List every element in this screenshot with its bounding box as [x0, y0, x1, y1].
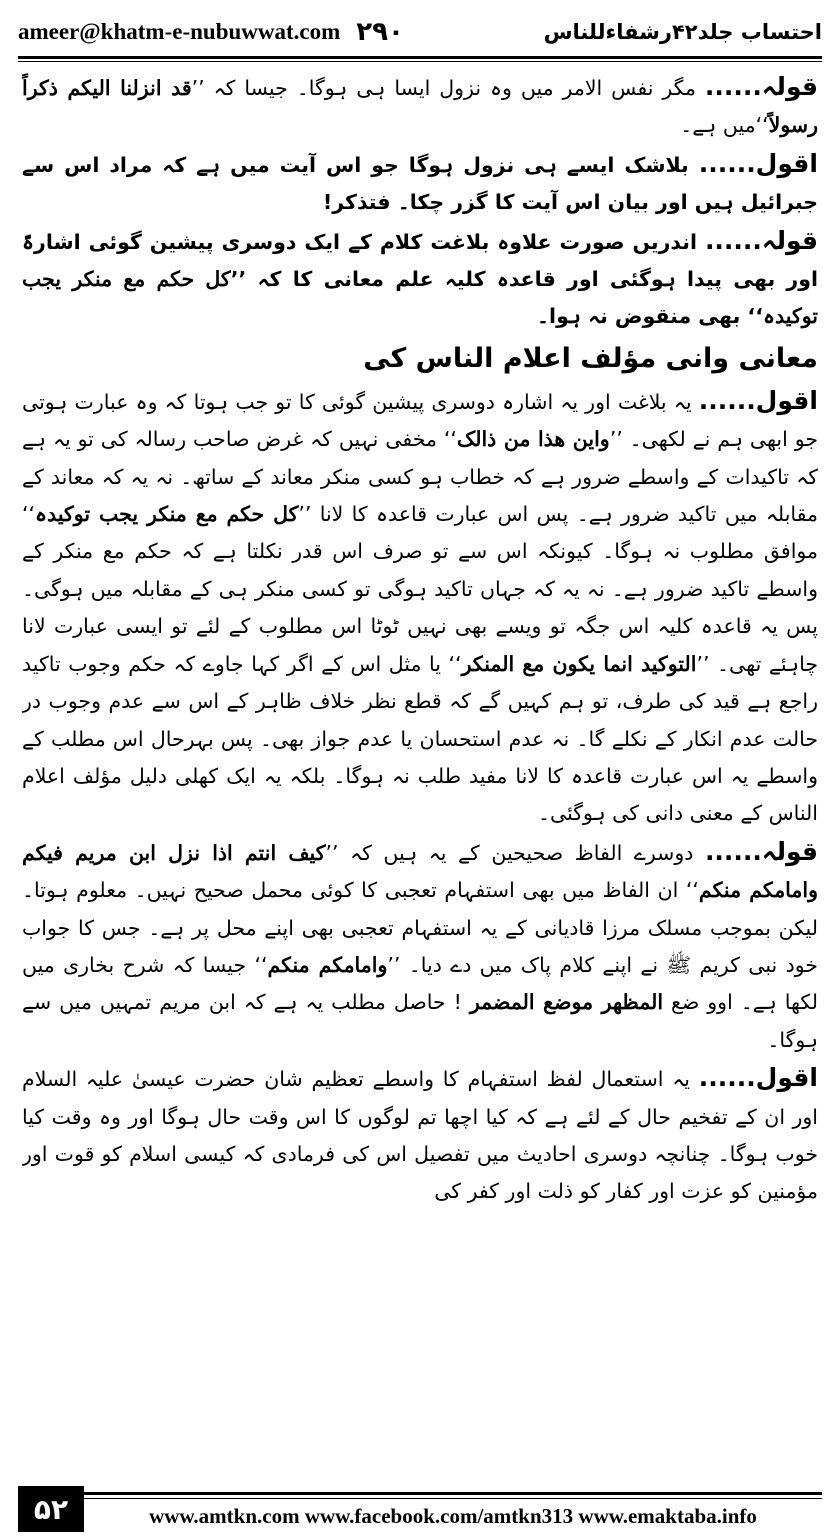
arabic-quote: کیف انتم اذا نزل ابن مریم فیکم وامامکم منکم	[22, 840, 818, 903]
arabic-quote: کل حکم مع منکر یجب توکیدہ	[35, 502, 299, 527]
footer-page-number: ۵۲	[18, 1486, 84, 1532]
paragraph-text: ‘‘ مخفی نہیں کہ غرض صاحب رسالہ کی تو یہ ہے کہ تاکیدات کے واسطے ضرور ہے کہ خطاب ہو کسی منکر معاند کے ساتھ۔ نہ یہ کہ معاند کے مقابلہ میں تاکید ضرور ہے۔ پس اس عبارت قاعدہ کا لانا ’’	[22, 427, 818, 527]
paragraph-lead: اقول......	[698, 385, 818, 415]
footer-rule	[84, 1492, 822, 1495]
arabic-quote: واین ھذا من ذالک	[456, 427, 610, 452]
arabic-quote: کل حکم مع منکر یجب توکیدہ	[22, 267, 818, 329]
paragraph-aqulu-3	[22, 1059, 818, 1211]
paragraph-text: ‘‘ یا مثل اس کے اگر کہا جاوے کہ حکم وجوب تاکید راجع ہے قید کی طرف، تو ہم کہیں گے کہ قطع نظر خلاف ظاہر کے اس سے عدم وجوب در حالت عدم انکار کے نکلے گا۔ نہ عدم استحسان یا عدم جواز بھی۔ پس بہرحال اس مطلب کے واسطے یہ اس عبارت قاعدہ کا لانا مفید طلب نہ ہوگا۔ بلکہ یہ ایک کھلی دلیل مؤلف اعلام الناس کے معنی دانی کی ہوگئی۔	[22, 651, 818, 826]
paragraph-text: دوسرے الفاظ صحیحین کے یہ ہیں کہ ’’	[325, 840, 694, 865]
paragraph-text: ‘‘ جیسا کہ شرح بخاری میں لکھا ہے۔ اوو ضع	[22, 952, 818, 1015]
footer-rule-thin	[84, 1498, 822, 1499]
paragraph-lead: قولہ......	[704, 225, 818, 255]
footer-bar	[84, 1486, 822, 1532]
arabic-quote: المظھر موضع المضمر	[469, 990, 664, 1015]
paragraph-qawluhu-1	[22, 68, 818, 145]
paragraph-text: ‘‘میں ہے۔	[680, 113, 769, 138]
section-heading: معانی وانی مؤلف اعلام الناس کی	[363, 342, 818, 374]
arabic-quote: وامامکم منکم	[267, 952, 388, 977]
body-text	[22, 68, 818, 1453]
header-page-number: ۲۹۰	[356, 17, 404, 47]
paragraph-lead: اقول......	[698, 148, 818, 178]
paragraph-lead: اقول......	[698, 1063, 818, 1093]
paragraph-lead: قولہ......	[704, 836, 818, 866]
header-rule-thin	[18, 61, 822, 62]
paragraph-aqulu-2	[22, 382, 818, 833]
paragraph-text: یہ استعمال لفظ استفہام کا واسطے تعظیم شان حضرت عیسیٰ علیہ السلام اور ان کے تفخیم حال کے لئے ہے کہ کیا اچھا تم لوگوں کا اس وقت حال ہوگا اور وہ وقت کیا خوب ہوگا۔ چنانچہ دوسری احادیث میں تفصیل اس کی فرمادی کہ کیسی اسلام کو قوت اور مؤمنین کو عزت اور کفار کو ذلت اور کفر کی	[22, 1067, 818, 1204]
paragraph-text: ‘‘ ان الفاظ میں بھی استفہام تعجبی کا کوئی محمل صحیح نہیں۔ معلوم ہوتا۔ لیکن بموجب مسلک مرزا قادیانی کے یہ استفہام تعجبی بھی اپنے محل پر ہے۔ جس کا جواب خود نبی کریم ﷺ نے اپنے کلام پاک میں دے دیا۔ ’’	[22, 878, 818, 977]
paragraph-text: ! حاصل مطلب یہ ہے کہ ابن مریم تمہیں میں سے ہوگا۔	[22, 990, 818, 1052]
paragraph-text: اندریں صورت علاوہ بلاغت کلام کے ایک دوسری پیشین گوئی اشارۃً اور بھی پیدا ہوگئی اور قاعدہ کلیہ علم معانی کا کہ ’’	[22, 229, 818, 292]
header-rule	[18, 56, 822, 59]
paragraph-aqulu-1	[22, 145, 818, 222]
paragraph-qawluhu-3	[22, 833, 818, 1059]
footer-urls: www.amtkn.com www.facebook.com/amtkn313 www.emaktaba.info	[149, 1504, 757, 1528]
running-title: احتساب جلد۴۲رشفاءللناس	[543, 20, 822, 44]
paragraph-lead: قولہ......	[704, 72, 818, 101]
paragraph-text: بلاشک ایسے ہی نزول ہوگا جو اس آیت میں ہے کہ مراد اس سے جبرائیل ہیں اور بیان اس آیت کا گزر چکا۔ فتذکر!	[22, 152, 818, 215]
paragraph-text: ‘‘ بھی منقوض نہ ہوا۔	[537, 304, 763, 329]
paragraph-text: ‘‘ موافق مطلوب نہ ہوگا۔ کیونکہ اس سے تو صرف اس قدر نکلتا ہے کہ حکم مع منکر کے واسطے تاکید ضرور ہے۔ نہ یہ کہ جہاں تاکید ہوگی تو کسی منکر ہی کے مقابلہ میں ہوگی۔ پس یہ قاعدہ کلیہ اس جگہ تو ویسے بھی نہیں ٹوٹا اس مطلوب کے لئے تو ایسی عبارت لانا چاہئے تھی۔ ’’	[22, 502, 818, 676]
page-header	[18, 10, 822, 54]
arabic-quote: التوکید انما یکون مع المنکر	[461, 651, 697, 676]
paragraph-text: یہ بلاغت اور یہ اشارہ دوسری پیشین گوئی کا تو جب ہوتا کہ وہ عبارت ہوتی جو ابھی ہم نے لکھی۔ ’’	[22, 389, 818, 452]
header-email: ameer@khatm-e-nubuwwat.com	[18, 19, 341, 44]
page-footer	[18, 1486, 822, 1532]
paragraph-text: مگر نفس الامر میں وہ نزول ایسا ہی ہوگا۔ جیسا کہ ’’	[191, 76, 696, 100]
paragraph-qawluhu-2	[22, 222, 818, 336]
header-left	[18, 17, 404, 47]
arabic-quote: قد انزلنا الیکم ذکراً رسولاً	[22, 76, 818, 138]
